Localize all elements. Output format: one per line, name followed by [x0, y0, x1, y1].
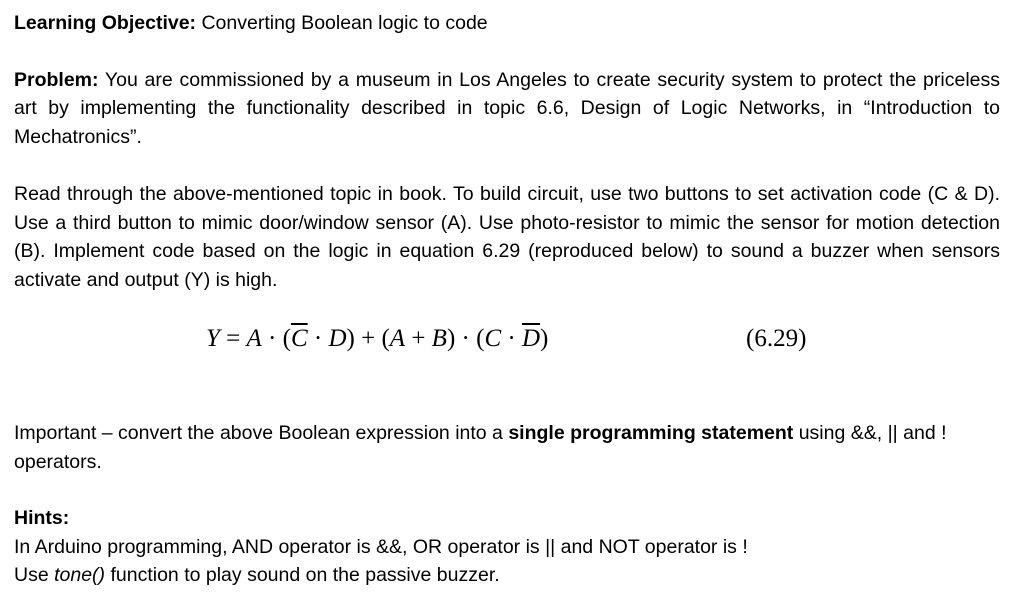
problem-paragraph	[14, 66, 1000, 152]
hints-line-2: Use tone() function to play sound on the passive buzzer.	[14, 564, 500, 586]
learning-objective-label: Learning Objective:	[14, 12, 197, 34]
d-bar: $\overline{D}$	[521, 325, 541, 352]
important-paragraph: Important – convert the above Boolean expression into a single programming statement using &&, || and ! operators.	[14, 422, 947, 473]
boolean-equation: $Y = A \cdot (\overline{C} \cdot D) + (A + B) \cdot (C \cdot \overline{D})$	[206, 325, 549, 352]
important-bold: single programming statement	[508, 422, 794, 444]
equation-number: (6.29)	[746, 325, 807, 352]
hints-title: Hints:	[14, 507, 70, 529]
instructions-paragraph: Read through the above-mentioned topic in book. To build circuit, use two buttons to set activation code (C & D). Use a third button to mimic door/window sensor (A). Use photo-resistor to mimic the sensor for motion detection (B). Implement code based on the logic in equation 6.29 (reproduced below) to sound a buzzer when sensors activate and output (Y) is high.	[14, 183, 1000, 291]
equation-row	[14, 294, 1000, 404]
learning-objective-text: Converting Boolean logic to code	[196, 12, 488, 34]
problem-text: You are commissioned by a museum in Los Angeles to create security system to protect the priceless art by implementing the functionality described in topic 6.6, Design of Logic Networks, in “Introduction to Mechatronics”.	[14, 68, 1000, 148]
problem-label: Problem:	[14, 68, 99, 91]
learning-objective	[14, 9, 1000, 38]
hints-line-1: In Arduino programming, AND operator is &&, OR operator is || and NOT operator is !	[14, 535, 748, 558]
tone-function: tone()	[54, 564, 106, 586]
c-bar: $\overline{C}$	[290, 325, 308, 352]
